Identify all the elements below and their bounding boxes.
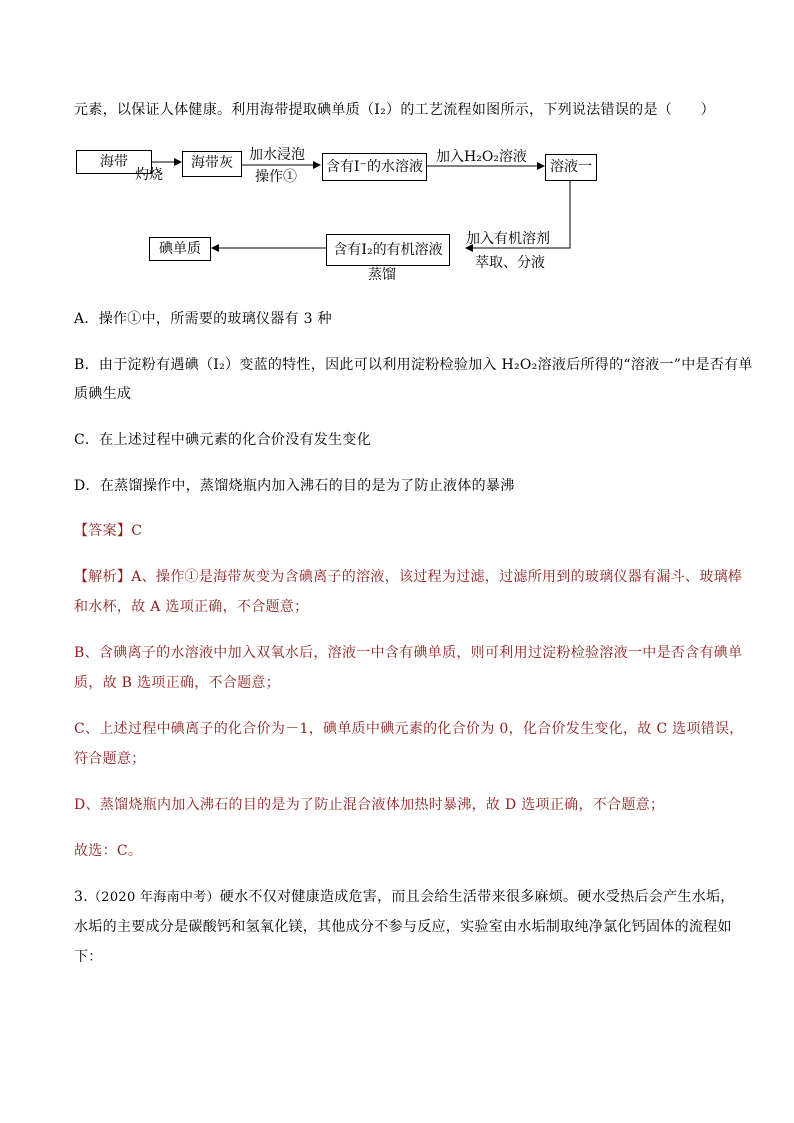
- question-source: （2020 年海南中考）: [87, 890, 220, 905]
- analysis-line-2: 和水杯，故 A 选项正确，不合题意；: [74, 599, 309, 615]
- label-soak: 加水浸泡: [249, 147, 305, 163]
- analysis-line-8: 故选：C。: [74, 843, 143, 859]
- analysis-line-3: B、含碘离子的水溶液中加入双氧水后，溶液一中含有碘单质，则可利用过淀粉检验溶液一中是否含有碘单: [74, 645, 743, 661]
- question-intro: 元素，以保证人体健康。利用海带提取碘单质（I₂）的工艺流程如图所示，下列说法错误的是（ ）: [74, 102, 715, 118]
- question-3-line-3: 下：: [74, 949, 103, 965]
- analysis-line-7: D、蒸馏烧瓶内加入沸石的目的是为了防止混合液体加热时暴沸，故 D 选项正确，不合题意；: [74, 797, 665, 813]
- question-3-line-1: [74, 887, 735, 908]
- node-seaweed: 海带: [76, 150, 152, 174]
- question-3-line-2: 水垢的主要成分是碳酸钙和氢氧化镁，其他成分不参与反应，实验室由水垢制取纯净氯化钙固体的流程如: [74, 919, 732, 935]
- label-burn: 灼烧: [135, 167, 163, 183]
- node-iodide-solution: 含有I⁻的水溶液: [322, 153, 427, 181]
- analysis-line-6: 符合题意；: [74, 751, 146, 767]
- option-c: C．在上述过程中碘元素的化合价没有发生变化: [74, 432, 372, 448]
- option-a: A．操作①中，所需要的玻璃仪器有 3 种: [74, 311, 332, 327]
- label-op1: 操作①: [255, 169, 297, 185]
- label-add-organic: 加入有机溶剂: [466, 231, 550, 247]
- analysis-line-5: C、上述过程中碘离子的化合价为－1，碘单质中碘元素的化合价为 0，化合价发生变化，故 C 选项错误，: [74, 721, 744, 737]
- label-distill: 蒸馏: [368, 267, 396, 283]
- option-b-line2: 质碘生成: [74, 386, 132, 402]
- label-add-h2o2: 加入H₂O₂溶液: [436, 149, 527, 165]
- node-iodine: 碘单质: [149, 237, 211, 261]
- answer-text: 【答案】C: [74, 523, 143, 539]
- node-seaweed-ash: 海带灰: [182, 151, 242, 177]
- question-3-text: 硬水不仅对健康造成危害，而且会给生活带来很多麻烦。硬水受热后会产生水垢，: [219, 889, 735, 905]
- analysis-line-1: 【解析】A、操作①是海带灰变为含碘离子的溶液，该过程为过滤，过滤所用到的玻璃仪器有漏斗、玻璃棒: [74, 569, 743, 585]
- option-b-line1: B．由于淀粉有遇碘（I₂）变蓝的特性，因此可以利用淀粉检验加入 H₂O₂溶液后所得的“溶液一”中是否有单: [74, 357, 753, 373]
- node-iodine-organic: 含有I₂的有机溶液: [326, 234, 450, 266]
- analysis-line-4: 质，故 B 选项正确，不合题意；: [74, 675, 280, 691]
- label-extract: 萃取、分液: [475, 255, 545, 271]
- node-solution-one: 溶液一: [545, 154, 597, 181]
- question-number: 3.: [74, 889, 88, 905]
- option-d: D．在蒸馏操作中，蒸馏烧瓶内加入沸石的目的是为了防止液体的暴沸: [74, 478, 515, 494]
